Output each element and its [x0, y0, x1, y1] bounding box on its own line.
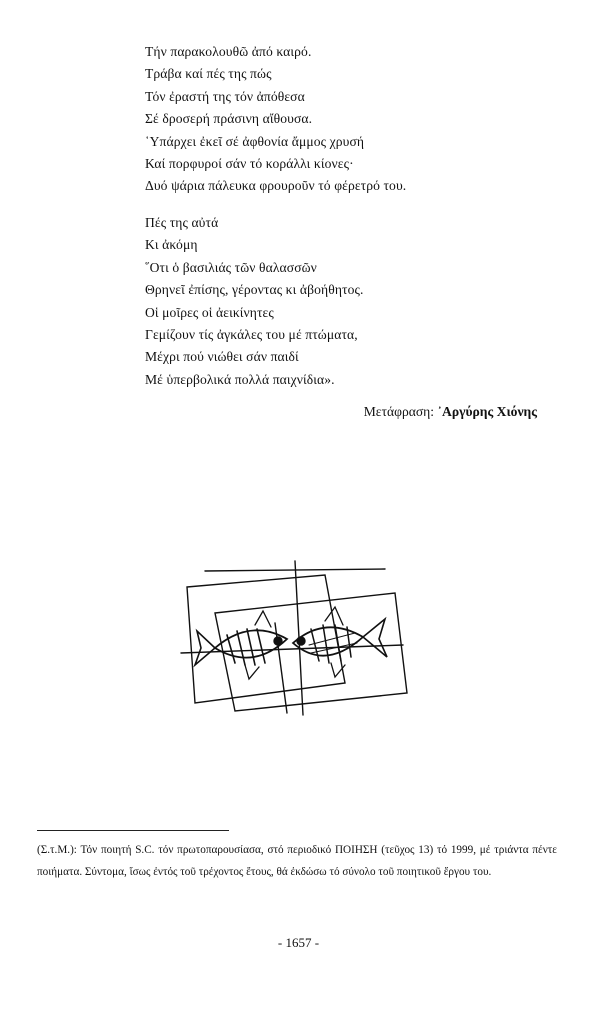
poem-line: Κι ἀκόμη — [145, 237, 198, 253]
translator-credit — [364, 404, 537, 420]
translator-name: ᾿Αργύρης Χιόνης — [437, 404, 537, 419]
poem-line: Καί πορφυροί σάν τό κοράλλι κίονες· — [145, 156, 354, 172]
credit-label: Μετάφραση: — [363, 404, 438, 419]
poem-line: Τήν παρακολουθῶ ἀπό καιρό. — [145, 44, 312, 59]
footnote-divider — [37, 830, 229, 831]
poem-line: Δυό ψάρια πάλευκα φρουροῦν τό φέρετρό του. — [145, 178, 407, 194]
poem-line: Μέχρι πού νιώθει σάν παιδί — [145, 349, 299, 365]
poem-stanza-2 — [145, 212, 364, 391]
page-number: - 1657 - — [277, 935, 320, 950]
poem-line: Τόν ἐραστή της τόν ἀπόθεσα — [145, 88, 305, 104]
poem-line: Οἱ μοῖρες οἱ ἀεικίνητες — [145, 304, 274, 320]
poem-line: Θρηνεῖ ἐπίσης, γέροντας κι ἀβοήθητος. — [145, 282, 364, 298]
footnote: (Σ.τ.Μ.): Τόν ποιητή S.C. τόν πρωτοπαρουσίασα, στό περιοδικό ΠΟΙΗΣΗ (τεῦχος 13) τό 1999, μέ τριάντα πέντε ποιήματα. Σύντομα, ἴσως ἐντός τοῦ τρέχοντος ἔτους, θά ἐκδώσω τό σύνολο τοῦ ποιητικοῦ ἔργου του. — [37, 844, 557, 878]
poem-line: Τράβα καί πές της πώς — [145, 66, 272, 82]
fish-sketch-icon — [175, 553, 410, 718]
poem-line: Πές της αὐτά — [145, 215, 219, 230]
poem-line: ῞Οτι ὁ βασιλιάς τῶν θαλασσῶν — [145, 259, 317, 275]
poem-line: ῾Υπάρχει ἐκεῖ σέ ἀφθονία ἄμμος χρυσή — [145, 133, 365, 149]
poem-line: Γεμίζουν τίς ἀγκάλες του μέ πτώματα, — [145, 327, 358, 343]
poem-line: Μέ ὑπερβολικά πολλά παιχνίδια». — [145, 371, 335, 387]
poem-stanza-1 — [145, 41, 406, 198]
poem-line: Σέ δροσερή πράσινη αἴθουσα. — [145, 111, 313, 127]
